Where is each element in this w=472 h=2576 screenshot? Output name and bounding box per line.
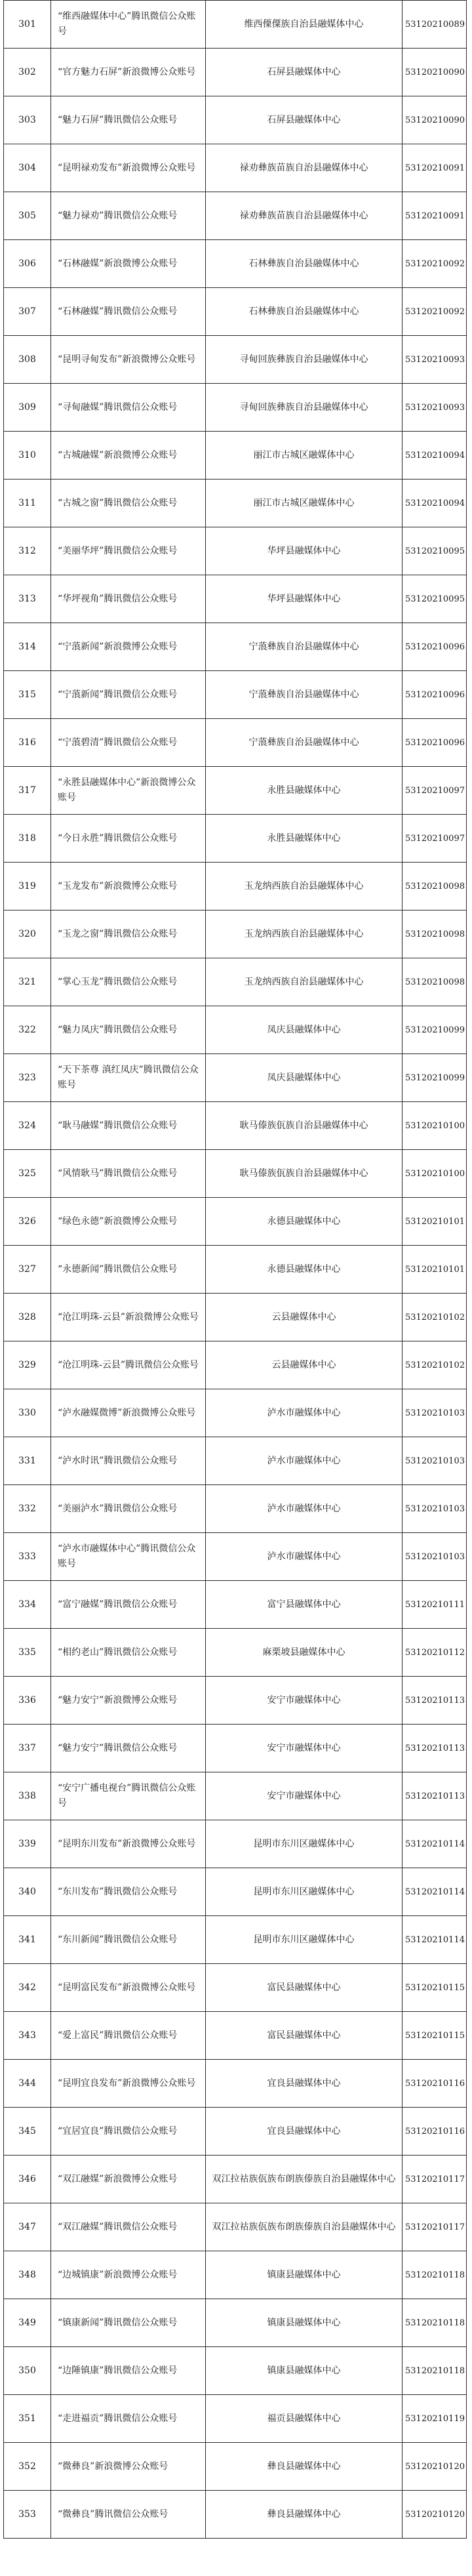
account-name: “昆明东川发布”新浪微博公众账号 bbox=[51, 1820, 206, 1868]
operating-organization: 云县融媒体中心 bbox=[206, 1341, 403, 1389]
row-number: 303 bbox=[4, 96, 51, 144]
operating-organization: 泸水市融媒体中心 bbox=[206, 1485, 403, 1533]
row-number: 308 bbox=[4, 336, 51, 384]
account-name: “沧江明珠-云县”腾讯微信公众账号 bbox=[51, 1341, 206, 1389]
table-row bbox=[4, 1725, 467, 1772]
row-number: 349 bbox=[4, 2299, 51, 2347]
operating-organization: 耿马傣族佤族自治县融媒体中心 bbox=[206, 1150, 403, 1198]
row-number: 330 bbox=[4, 1389, 51, 1437]
table-row bbox=[4, 1437, 467, 1485]
registration-code: 53120210095 bbox=[403, 575, 467, 623]
operating-organization: 玉龙纳西族自治县融媒体中心 bbox=[206, 863, 403, 910]
account-name: “东川发布”腾讯微信公众账号 bbox=[51, 1868, 206, 1916]
registration-code: 53120210101 bbox=[403, 1198, 467, 1246]
operating-organization: 安宁市融媒体中心 bbox=[206, 1677, 403, 1725]
operating-organization: 宁蒗彝族自治县融媒体中心 bbox=[206, 719, 403, 767]
operating-organization: 寻甸回族彝族自治县融媒体中心 bbox=[206, 384, 403, 432]
registration-code: 53120210114 bbox=[403, 1820, 467, 1868]
operating-organization: 石林彝族自治县融媒体中心 bbox=[206, 288, 403, 336]
operating-organization: 昆明市东川区融媒体中心 bbox=[206, 1916, 403, 1964]
table-row bbox=[4, 192, 467, 240]
table-row bbox=[4, 1677, 467, 1725]
table-row bbox=[4, 958, 467, 1006]
registration-code: 53120210097 bbox=[403, 767, 467, 815]
account-name: “寻甸融媒”腾讯微信公众账号 bbox=[51, 384, 206, 432]
account-name: “边城镇康”新浪微博公众账号 bbox=[51, 2251, 206, 2299]
table-row bbox=[4, 432, 467, 480]
account-name: “双江融媒”腾讯微信公众账号 bbox=[51, 2203, 206, 2251]
operating-organization: 云县融媒体中心 bbox=[206, 1294, 403, 1341]
account-name: “古城之窗”腾讯微信公众账号 bbox=[51, 480, 206, 527]
registration-code: 53120210091 bbox=[403, 144, 467, 192]
account-name: “昆明禄劝发布”新浪微博公众账号 bbox=[51, 144, 206, 192]
row-number: 326 bbox=[4, 1198, 51, 1246]
account-name: “泸水时讯”腾讯微信公众账号 bbox=[51, 1437, 206, 1485]
registration-code: 53120210103 bbox=[403, 1437, 467, 1485]
operating-organization: 维西傈僳族自治县融媒体中心 bbox=[206, 1, 403, 49]
registration-code: 53120210093 bbox=[403, 336, 467, 384]
operating-organization: 华坪县融媒体中心 bbox=[206, 575, 403, 623]
row-number: 305 bbox=[4, 192, 51, 240]
account-name: “魅力凤庆”腾讯微信公众账号 bbox=[51, 1006, 206, 1054]
table-row bbox=[4, 288, 467, 336]
operating-organization: 镇康县融媒体中心 bbox=[206, 2251, 403, 2299]
table-row bbox=[4, 2299, 467, 2347]
account-name: “魅力安宁”新浪微博公众账号 bbox=[51, 1677, 206, 1725]
operating-organization: 玉龙纳西族自治县融媒体中心 bbox=[206, 910, 403, 958]
table-row bbox=[4, 480, 467, 527]
account-name: “古城融媒”新浪微博公众账号 bbox=[51, 432, 206, 480]
account-name: “今日永胜”腾讯微信公众账号 bbox=[51, 815, 206, 863]
account-name: “石林融媒”腾讯微信公众账号 bbox=[51, 288, 206, 336]
row-number: 336 bbox=[4, 1677, 51, 1725]
registration-code: 53120210098 bbox=[403, 910, 467, 958]
account-name: “宁蒗新闻”腾讯微信公众账号 bbox=[51, 671, 206, 719]
account-name: “宁蒗碧清”腾讯微信公众账号 bbox=[51, 719, 206, 767]
table-row bbox=[4, 1389, 467, 1437]
table-row bbox=[4, 815, 467, 863]
table-row bbox=[4, 1581, 467, 1629]
operating-organization: 富民县融媒体中心 bbox=[206, 1964, 403, 2012]
row-number: 332 bbox=[4, 1485, 51, 1533]
row-number: 347 bbox=[4, 2203, 51, 2251]
registration-code: 53120210090 bbox=[403, 49, 467, 96]
account-name: “风情耿马”腾讯微信公众账号 bbox=[51, 1150, 206, 1198]
table-row bbox=[4, 527, 467, 575]
row-number: 317 bbox=[4, 767, 51, 815]
operating-organization: 彝良县融媒体中心 bbox=[206, 2491, 403, 2539]
table-row bbox=[4, 863, 467, 910]
row-number: 311 bbox=[4, 480, 51, 527]
table-row bbox=[4, 144, 467, 192]
operating-organization: 石屏县融媒体中心 bbox=[206, 96, 403, 144]
registration-code: 53120210117 bbox=[403, 2156, 467, 2203]
row-number: 335 bbox=[4, 1629, 51, 1677]
row-number: 353 bbox=[4, 2491, 51, 2539]
operating-organization: 泸水市融媒体中心 bbox=[206, 1533, 403, 1581]
registration-code: 53120210114 bbox=[403, 1916, 467, 1964]
account-name: “永胜县融媒体中心”新浪微博公众账号 bbox=[51, 767, 206, 815]
table-row bbox=[4, 2156, 467, 2203]
table-row bbox=[4, 1341, 467, 1389]
account-name: “走进福贡”腾讯微信公众账号 bbox=[51, 2395, 206, 2443]
operating-organization: 永胜县融媒体中心 bbox=[206, 767, 403, 815]
table-row bbox=[4, 1054, 467, 1102]
registration-code: 53120210120 bbox=[403, 2443, 467, 2491]
registration-code: 53120210118 bbox=[403, 2299, 467, 2347]
operating-organization: 石屏县融媒体中心 bbox=[206, 49, 403, 96]
registration-code: 53120210118 bbox=[403, 2347, 467, 2395]
registration-code: 53120210113 bbox=[403, 1677, 467, 1725]
table-row bbox=[4, 1246, 467, 1294]
account-name: “微彝良”新浪微博公众账号 bbox=[51, 2443, 206, 2491]
table-body bbox=[4, 1, 467, 2539]
account-name: “美丽泸水”腾讯微信公众账号 bbox=[51, 1485, 206, 1533]
registration-code: 53120210093 bbox=[403, 384, 467, 432]
registration-code: 53120210118 bbox=[403, 2251, 467, 2299]
account-name: “镇康新闻”腾讯微信公众账号 bbox=[51, 2299, 206, 2347]
row-number: 312 bbox=[4, 527, 51, 575]
account-name: “宜居宜良”腾讯微信公众账号 bbox=[51, 2108, 206, 2156]
registration-code: 53120210094 bbox=[403, 480, 467, 527]
table-row bbox=[4, 49, 467, 96]
row-number: 314 bbox=[4, 623, 51, 671]
table-row bbox=[4, 96, 467, 144]
table-row bbox=[4, 1150, 467, 1198]
row-number: 327 bbox=[4, 1246, 51, 1294]
registration-code: 53120210091 bbox=[403, 192, 467, 240]
account-name: “双江融媒”新浪微博公众账号 bbox=[51, 2156, 206, 2203]
row-number: 320 bbox=[4, 910, 51, 958]
operating-organization: 华坪县融媒体中心 bbox=[206, 527, 403, 575]
registration-code: 53120210096 bbox=[403, 623, 467, 671]
registration-code: 53120210101 bbox=[403, 1246, 467, 1294]
row-number: 309 bbox=[4, 384, 51, 432]
row-number: 341 bbox=[4, 1916, 51, 1964]
operating-organization: 彝良县融媒体中心 bbox=[206, 2443, 403, 2491]
table-row bbox=[4, 1485, 467, 1533]
row-number: 321 bbox=[4, 958, 51, 1006]
table-row bbox=[4, 2395, 467, 2443]
registration-code: 53120210098 bbox=[403, 863, 467, 910]
row-number: 344 bbox=[4, 2060, 51, 2108]
account-name: “泸水市融媒体中心”腾讯微信公众账号 bbox=[51, 1533, 206, 1581]
operating-organization: 宁蒗彝族自治县融媒体中心 bbox=[206, 623, 403, 671]
row-number: 333 bbox=[4, 1533, 51, 1581]
account-name: “绿色永德”新浪微博公众账号 bbox=[51, 1198, 206, 1246]
account-name: “相约老山”腾讯微信公众账号 bbox=[51, 1629, 206, 1677]
registration-code: 53120210113 bbox=[403, 1772, 467, 1820]
account-name: “耿马融媒”腾讯微信公众账号 bbox=[51, 1102, 206, 1150]
operating-organization: 禄劝彝族苗族自治县融媒体中心 bbox=[206, 144, 403, 192]
account-name: “宁蒗新闻”新浪微博公众账号 bbox=[51, 623, 206, 671]
account-name: “昆明寻甸发布”新浪微博公众账号 bbox=[51, 336, 206, 384]
registration-code: 53120210100 bbox=[403, 1102, 467, 1150]
row-number: 346 bbox=[4, 2156, 51, 2203]
row-number: 351 bbox=[4, 2395, 51, 2443]
registration-code: 53120210090 bbox=[403, 96, 467, 144]
account-name: “沧江明珠-云县”新浪微博公众账号 bbox=[51, 1294, 206, 1341]
table-row bbox=[4, 1294, 467, 1341]
row-number: 328 bbox=[4, 1294, 51, 1341]
operating-organization: 镇康县融媒体中心 bbox=[206, 2299, 403, 2347]
account-name: “边陲镇康”腾讯微信公众账号 bbox=[51, 2347, 206, 2395]
operating-organization: 宜良县融媒体中心 bbox=[206, 2108, 403, 2156]
row-number: 340 bbox=[4, 1868, 51, 1916]
registration-code: 53120210100 bbox=[403, 1150, 467, 1198]
table-row bbox=[4, 671, 467, 719]
row-number: 304 bbox=[4, 144, 51, 192]
account-name: “魅力禄劝”腾讯微信公众账号 bbox=[51, 192, 206, 240]
operating-organization: 昆明市东川区融媒体中心 bbox=[206, 1820, 403, 1868]
account-name: “昆明富民发布”新浪微博公众账号 bbox=[51, 1964, 206, 2012]
registration-code: 53120210103 bbox=[403, 1389, 467, 1437]
operating-organization: 宁蒗彝族自治县融媒体中心 bbox=[206, 671, 403, 719]
registration-code: 53120210116 bbox=[403, 2108, 467, 2156]
account-name: “东川新闻”腾讯微信公众账号 bbox=[51, 1916, 206, 1964]
row-number: 337 bbox=[4, 1725, 51, 1772]
registration-code: 53120210099 bbox=[403, 1054, 467, 1102]
row-number: 325 bbox=[4, 1150, 51, 1198]
registration-code: 53120210120 bbox=[403, 2491, 467, 2539]
registration-code: 53120210095 bbox=[403, 527, 467, 575]
row-number: 343 bbox=[4, 2012, 51, 2060]
row-number: 339 bbox=[4, 1820, 51, 1868]
row-number: 324 bbox=[4, 1102, 51, 1150]
operating-organization: 富民县融媒体中心 bbox=[206, 2012, 403, 2060]
operating-organization: 安宁市融媒体中心 bbox=[206, 1725, 403, 1772]
row-number: 316 bbox=[4, 719, 51, 767]
operating-organization: 麻栗坡县融媒体中心 bbox=[206, 1629, 403, 1677]
row-number: 334 bbox=[4, 1581, 51, 1629]
table-row bbox=[4, 1102, 467, 1150]
table-row bbox=[4, 1198, 467, 1246]
account-registry-table bbox=[3, 0, 467, 2539]
table-row bbox=[4, 1868, 467, 1916]
registration-code: 53120210117 bbox=[403, 2203, 467, 2251]
table-row bbox=[4, 2012, 467, 2060]
row-number: 329 bbox=[4, 1341, 51, 1389]
operating-organization: 寻甸回族彝族自治县融媒体中心 bbox=[206, 336, 403, 384]
table-row bbox=[4, 336, 467, 384]
table-row bbox=[4, 767, 467, 815]
table-row bbox=[4, 2443, 467, 2491]
table-row bbox=[4, 1964, 467, 2012]
registration-code: 53120210098 bbox=[403, 958, 467, 1006]
registration-code: 53120210119 bbox=[403, 2395, 467, 2443]
operating-organization: 安宁市融媒体中心 bbox=[206, 1772, 403, 1820]
registration-code: 53120210115 bbox=[403, 1964, 467, 2012]
registration-code: 53120210103 bbox=[403, 1533, 467, 1581]
operating-organization: 双江拉祜族佤族布朗族傣族自治县融媒体中心 bbox=[206, 2203, 403, 2251]
table-row bbox=[4, 1916, 467, 1964]
table-row bbox=[4, 2347, 467, 2395]
table-row bbox=[4, 719, 467, 767]
row-number: 352 bbox=[4, 2443, 51, 2491]
registration-code: 53120210113 bbox=[403, 1725, 467, 1772]
table-row bbox=[4, 910, 467, 958]
table-row bbox=[4, 2491, 467, 2539]
table-row bbox=[4, 2108, 467, 2156]
operating-organization: 凤庆县融媒体中心 bbox=[206, 1054, 403, 1102]
registration-code: 53120210112 bbox=[403, 1629, 467, 1677]
table-row bbox=[4, 1820, 467, 1868]
table-row bbox=[4, 2203, 467, 2251]
row-number: 318 bbox=[4, 815, 51, 863]
operating-organization: 昆明市东川区融媒体中心 bbox=[206, 1868, 403, 1916]
row-number: 322 bbox=[4, 1006, 51, 1054]
account-name: “昆明宜良发布”新浪微博公众账号 bbox=[51, 2060, 206, 2108]
row-number: 348 bbox=[4, 2251, 51, 2299]
operating-organization: 双江拉祜族佤族布朗族傣族自治县融媒体中心 bbox=[206, 2156, 403, 2203]
operating-organization: 玉龙纳西族自治县融媒体中心 bbox=[206, 958, 403, 1006]
operating-organization: 永德县融媒体中心 bbox=[206, 1198, 403, 1246]
table-row bbox=[4, 2060, 467, 2108]
registration-code: 53120210094 bbox=[403, 432, 467, 480]
row-number: 301 bbox=[4, 1, 51, 49]
account-name: “天下茶尊 滇红凤庆”腾讯微信公众账号 bbox=[51, 1054, 206, 1102]
registration-code: 53120210116 bbox=[403, 2060, 467, 2108]
account-name: “魅力石屏”腾讯微信公众账号 bbox=[51, 96, 206, 144]
account-name: “华坪视角”腾讯微信公众账号 bbox=[51, 575, 206, 623]
operating-organization: 泸水市融媒体中心 bbox=[206, 1389, 403, 1437]
row-number: 313 bbox=[4, 575, 51, 623]
table-row bbox=[4, 1533, 467, 1581]
operating-organization: 丽江市古城区融媒体中心 bbox=[206, 432, 403, 480]
table-row bbox=[4, 384, 467, 432]
row-number: 310 bbox=[4, 432, 51, 480]
row-number: 342 bbox=[4, 1964, 51, 2012]
row-number: 331 bbox=[4, 1437, 51, 1485]
account-name: “爱上富民”腾讯微信公众账号 bbox=[51, 2012, 206, 2060]
registration-code: 53120210096 bbox=[403, 671, 467, 719]
operating-organization: 泸水市融媒体中心 bbox=[206, 1437, 403, 1485]
table-row bbox=[4, 240, 467, 288]
table-row bbox=[4, 1, 467, 49]
registration-code: 53120210102 bbox=[403, 1341, 467, 1389]
table-row bbox=[4, 2251, 467, 2299]
account-name: “美丽华坪”腾讯微信公众账号 bbox=[51, 527, 206, 575]
account-name: “石林融媒”新浪微博公众账号 bbox=[51, 240, 206, 288]
row-number: 319 bbox=[4, 863, 51, 910]
table-row bbox=[4, 1772, 467, 1820]
registration-code: 53120210092 bbox=[403, 240, 467, 288]
operating-organization: 禄劝彝族苗族自治县融媒体中心 bbox=[206, 192, 403, 240]
operating-organization: 石林彝族自治县融媒体中心 bbox=[206, 240, 403, 288]
registration-code: 53120210097 bbox=[403, 815, 467, 863]
row-number: 302 bbox=[4, 49, 51, 96]
registration-code: 53120210103 bbox=[403, 1485, 467, 1533]
operating-organization: 福贡县融媒体中心 bbox=[206, 2395, 403, 2443]
operating-organization: 镇康县融媒体中心 bbox=[206, 2347, 403, 2395]
registration-code: 53120210102 bbox=[403, 1294, 467, 1341]
table-row bbox=[4, 623, 467, 671]
registration-code: 53120210099 bbox=[403, 1006, 467, 1054]
account-name: “富宁融媒”腾讯微信公众账号 bbox=[51, 1581, 206, 1629]
account-name: “魅力安宁”腾讯微信公众账号 bbox=[51, 1725, 206, 1772]
registration-code: 53120210096 bbox=[403, 719, 467, 767]
account-name: “官方魅力石屏”新浪微博公众账号 bbox=[51, 49, 206, 96]
registration-code: 53120210111 bbox=[403, 1581, 467, 1629]
row-number: 323 bbox=[4, 1054, 51, 1102]
table-row bbox=[4, 575, 467, 623]
operating-organization: 丽江市古城区融媒体中心 bbox=[206, 480, 403, 527]
account-name: “玉龙发布”新浪微博公众账号 bbox=[51, 863, 206, 910]
row-number: 338 bbox=[4, 1772, 51, 1820]
registration-code: 53120210092 bbox=[403, 288, 467, 336]
row-number: 315 bbox=[4, 671, 51, 719]
registration-code: 53120210114 bbox=[403, 1868, 467, 1916]
account-name: “微彝良”腾讯微信公众账号 bbox=[51, 2491, 206, 2539]
row-number: 307 bbox=[4, 288, 51, 336]
registration-code: 53120210089 bbox=[403, 1, 467, 49]
operating-organization: 永胜县融媒体中心 bbox=[206, 815, 403, 863]
row-number: 350 bbox=[4, 2347, 51, 2395]
operating-organization: 耿马傣族佤族自治县融媒体中心 bbox=[206, 1102, 403, 1150]
row-number: 345 bbox=[4, 2108, 51, 2156]
table-row bbox=[4, 1006, 467, 1054]
operating-organization: 富宁县融媒体中心 bbox=[206, 1581, 403, 1629]
account-name: “安宁广播电视台”腾讯微信公众账号 bbox=[51, 1772, 206, 1820]
operating-organization: 宜良县融媒体中心 bbox=[206, 2060, 403, 2108]
operating-organization: 永德县融媒体中心 bbox=[206, 1246, 403, 1294]
account-name: “永德新闻”腾讯微信公众账号 bbox=[51, 1246, 206, 1294]
account-name: “玉龙之窗”腾讯微信公众账号 bbox=[51, 910, 206, 958]
account-name: “泸水融媒微博”新浪微博公众账号 bbox=[51, 1389, 206, 1437]
account-name: “掌心玉龙”腾讯微信公众账号 bbox=[51, 958, 206, 1006]
registration-code: 53120210115 bbox=[403, 2012, 467, 2060]
table-row bbox=[4, 1629, 467, 1677]
account-name: “维西融媒体中心”腾讯微信公众账号 bbox=[51, 1, 206, 49]
operating-organization: 凤庆县融媒体中心 bbox=[206, 1006, 403, 1054]
row-number: 306 bbox=[4, 240, 51, 288]
